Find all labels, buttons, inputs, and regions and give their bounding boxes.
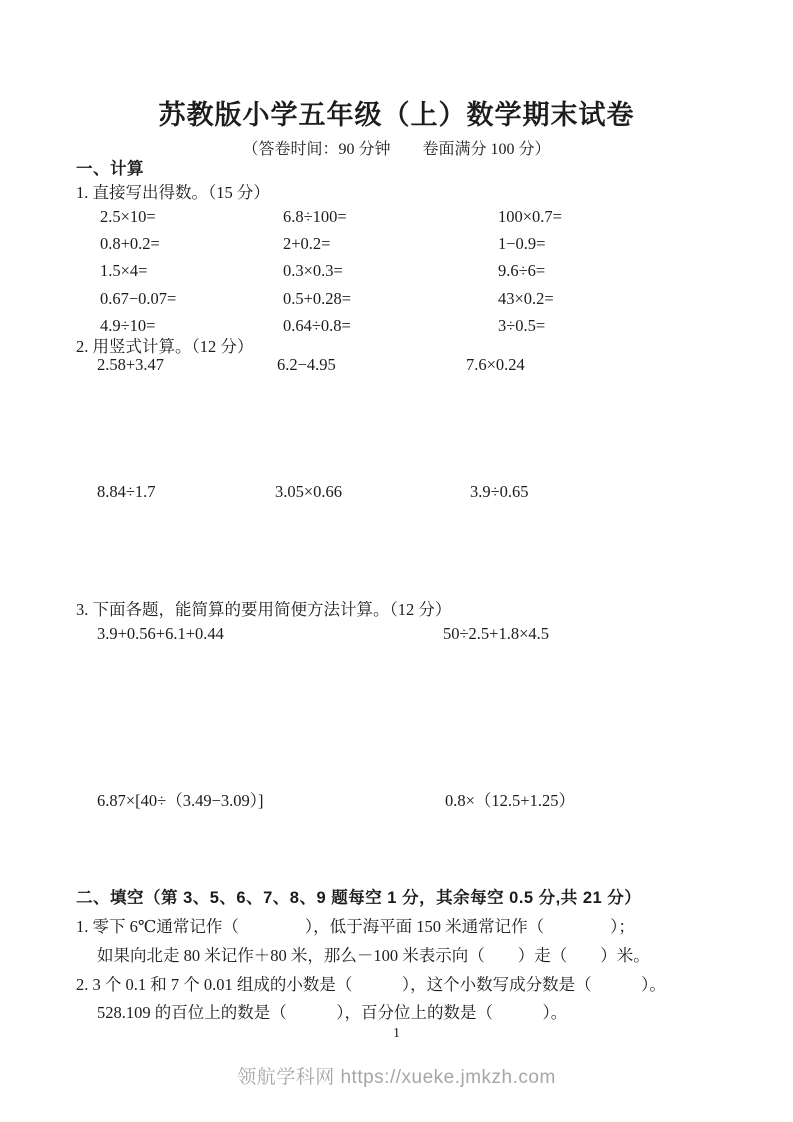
section-heading-calculation: 一、计算 — [76, 160, 144, 178]
calc-expression: 3÷0.5= — [498, 316, 546, 335]
calc-expression: 3.05×0.66 — [275, 482, 343, 501]
section-heading-fill-in: 二、填空（第 3、5、6、7、8、9 题每空 1 分，其余每空 0.5 分,共 21 分） — [76, 889, 642, 907]
calc-expression: 6.2−4.95 — [277, 355, 336, 374]
calc-expression: 8.84÷1.7 — [97, 482, 156, 501]
calc-expression: 7.6×0.24 — [466, 355, 525, 374]
calc-expression: 3.9+0.56+6.1+0.44 — [97, 624, 224, 643]
calc-expression: 2.5×10= — [100, 207, 156, 226]
calc-expression: 100×0.7= — [498, 207, 562, 226]
calc-expression: 3.9÷0.65 — [470, 482, 529, 501]
calc-expression: 1.5×4= — [100, 261, 148, 280]
fill-in-line: 528.109 的百位上的数是（ ），百分位上的数是（ ）。 — [97, 1003, 568, 1022]
page-subtitle: （答卷时间：90 分钟 卷面满分 100 分） — [242, 141, 551, 158]
calc-expression: 50÷2.5+1.8×4.5 — [443, 624, 550, 643]
calc-expression: 0.5+0.28= — [283, 289, 352, 308]
calc-expression: 0.8×（12.5+1.25） — [445, 791, 575, 810]
watermark-site-link: 领航学科网 https://xueke.jmkzh.com — [237, 1067, 556, 1088]
calc-expression: 6.87×[40÷（3.49−3.09）] — [97, 791, 264, 810]
page-number: 1 — [393, 1026, 400, 1041]
fill-in-line: 1. 零下 6℃通常记作（ ），低于海平面 150 米通常记作（ ）； — [76, 917, 635, 936]
calc-expression: 2+0.2= — [283, 234, 331, 253]
calc-expression: 1−0.9= — [498, 234, 546, 253]
fill-in-line: 如果向北走 80 米记作＋80 米，那么－100 米表示向（ ）走（ ）米。 — [97, 946, 650, 965]
calc-expression: 0.3×0.3= — [283, 261, 343, 280]
calc-expression: 0.64÷0.8= — [283, 316, 351, 335]
calc-expression: 43×0.2= — [498, 289, 554, 308]
calc-expression: 4.9÷10= — [100, 316, 156, 335]
fill-in-line: 2. 3 个 0.1 和 7 个 0.01 组成的小数是（ ），这个小数写成分数是（ ）。 — [76, 975, 666, 994]
calc-expression: 0.67−0.07= — [100, 289, 177, 308]
calc-expression: 9.6÷6= — [498, 261, 546, 280]
question-1-label: 1. 直接写出得数。（15 分） — [76, 183, 270, 202]
page-title: 苏教版小学五年级（上）数学期末试卷 — [158, 100, 635, 130]
question-3-label: 3. 下面各题，能简算的要用简便方法计算。（12 分） — [76, 600, 452, 619]
calc-expression: 6.8÷100= — [283, 207, 347, 226]
question-2-label: 2. 用竖式计算。（12 分） — [76, 337, 254, 356]
calc-expression: 2.58+3.47 — [97, 355, 165, 374]
calc-expression: 0.8+0.2= — [100, 234, 160, 253]
